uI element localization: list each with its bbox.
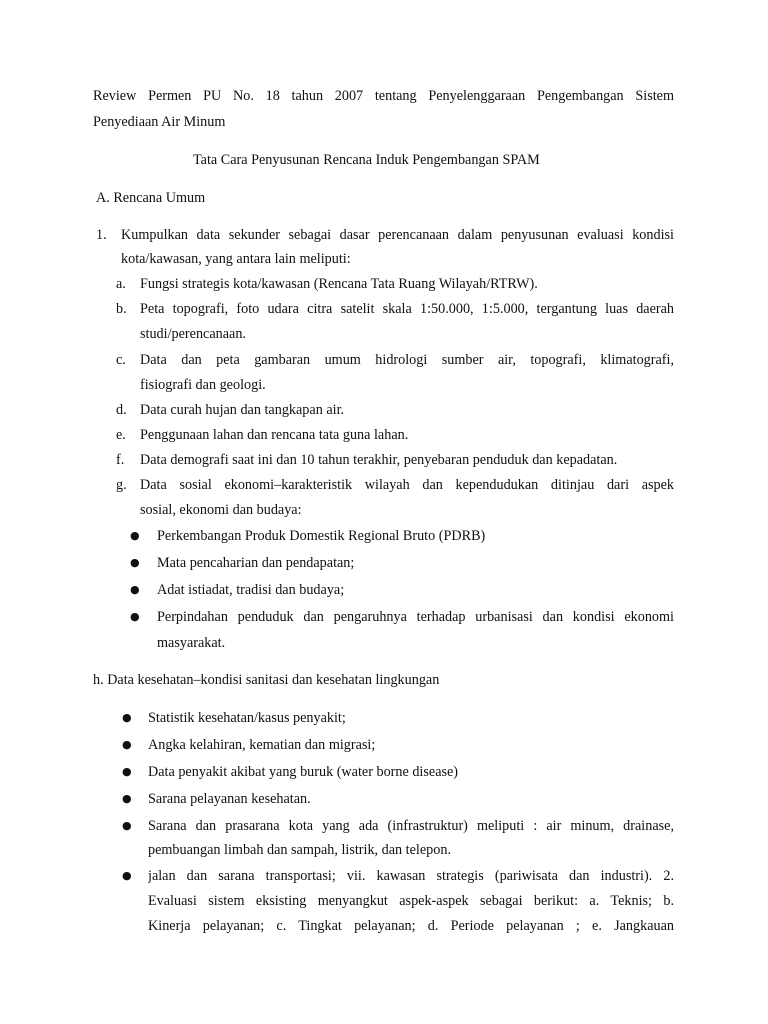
sub-item-g-line-2: sosial, ekonomi dan budaya: [140,502,302,518]
g-bullet-3-line-1: Adat istiadat, tradisi dan budaya; [157,582,345,598]
sub-item-f-line-1: Data demografi saat ini dan 10 tahun terakhir, penyebaran penduduk dan kepadatan. [140,452,618,468]
g-bullet-1-line-1: Perkembangan Produk Domestik Regional Bruto (PDRB) [157,528,486,544]
bullet-icon: ● [130,610,140,623]
sub-item-b-line-2: studi/perencanaan. [140,326,246,342]
sub-item-b-letter: b. [116,301,127,317]
h-bullet-5-line-1: Sarana dan prasarana kota yang ada (infrastruktur) meliputi : air minum, drainase, [148,818,674,834]
sub-item-a-letter: a. [116,276,126,292]
h-bullet-6-line-1: jalan dan sarana transportasi; vii. kawasan strategis (pariwisata dan industri). 2. [148,868,674,884]
g-bullet-4-line-1: Perpindahan penduduk dan pengaruhnya terhadap urbanisasi dan kondisi ekonomi [157,609,674,625]
sub-item-d-letter: d. [116,402,127,418]
sub-item-a-line-1: Fungsi strategis kota/kawasan (Rencana Tata Ruang Wilayah/RTRW). [140,276,538,292]
h-bullet-5-line-2: pembuangan limbah dan sampah, listrik, dan telepon. [148,842,451,858]
sub-item-d-line-1: Data curah hujan dan tangkapan air. [140,402,345,418]
item-1-number: 1. [96,227,107,243]
sub-item-b-line-1: Peta topografi, foto udara citra satelit skala 1:50.000, 1:5.000, tergantung luas daerah [140,301,674,317]
h-bullet-6-line-3: Kinerja pelayanan; c. Tingkat pelayanan; d. Periode pelayanan ; e. Jangkauan [148,918,674,934]
sub-item-c-line-2: fisiografi dan geologi. [140,377,266,393]
bullet-icon: ● [122,819,132,832]
bullet-icon: ● [122,792,132,805]
bullet-icon: ● [130,529,140,542]
sub-item-c-line-1: Data dan peta gambaran umum hidrologi sumber air, topografi, klimatografi, [140,352,674,368]
section-h-heading: h. Data kesehatan–kondisi sanitasi dan kesehatan lingkungan [93,672,440,688]
header-line-1: Review Permen PU No. 18 tahun 2007 tentang Penyelenggaraan Pengembangan Sistem [93,88,674,104]
bullet-icon: ● [122,869,132,882]
sub-item-e-letter: e. [116,427,126,443]
document-subtitle: Tata Cara Penyusunan Rencana Induk Pengembangan SPAM [193,152,540,168]
sub-item-g-letter: g. [116,477,127,493]
sub-item-f-letter: f. [116,452,125,468]
h-bullet-4-line-1: Sarana pelayanan kesehatan. [148,791,311,807]
h-bullet-1-line-1: Statistik kesehatan/kasus penyakit; [148,710,346,726]
bullet-icon: ● [122,738,132,751]
bullet-icon: ● [122,711,132,724]
g-bullet-4-line-2: masyarakat. [157,635,226,651]
sub-item-e-line-1: Penggunaan lahan dan rencana tata guna lahan. [140,427,409,443]
bullet-icon: ● [122,765,132,778]
bullet-icon: ● [130,583,140,596]
item-1-line-2: kota/kawasan, yang antara lain meliputi: [121,251,351,267]
section-a-heading: A. Rencana Umum [96,190,206,206]
bullet-icon: ● [130,556,140,569]
sub-item-g-line-1: Data sosial ekonomi–karakteristik wilayah dan kependudukan ditinjau dari aspek [140,477,674,493]
h-bullet-3-line-1: Data penyakit akibat yang buruk (water borne disease) [148,764,459,780]
h-bullet-2-line-1: Angka kelahiran, kematian dan migrasi; [148,737,376,753]
h-bullet-6-line-2: Evaluasi sistem eksisting menyangkut aspek-aspek sebagai berikut: a. Teknis; b. [148,893,674,909]
item-1-line-1: Kumpulkan data sekunder sebagai dasar perencanaan dalam penyusunan evaluasi kondisi [121,227,674,243]
sub-item-c-letter: c. [116,352,126,368]
header-line-2: Penyediaan Air Minum [93,114,226,130]
g-bullet-2-line-1: Mata pencaharian dan pendapatan; [157,555,355,571]
